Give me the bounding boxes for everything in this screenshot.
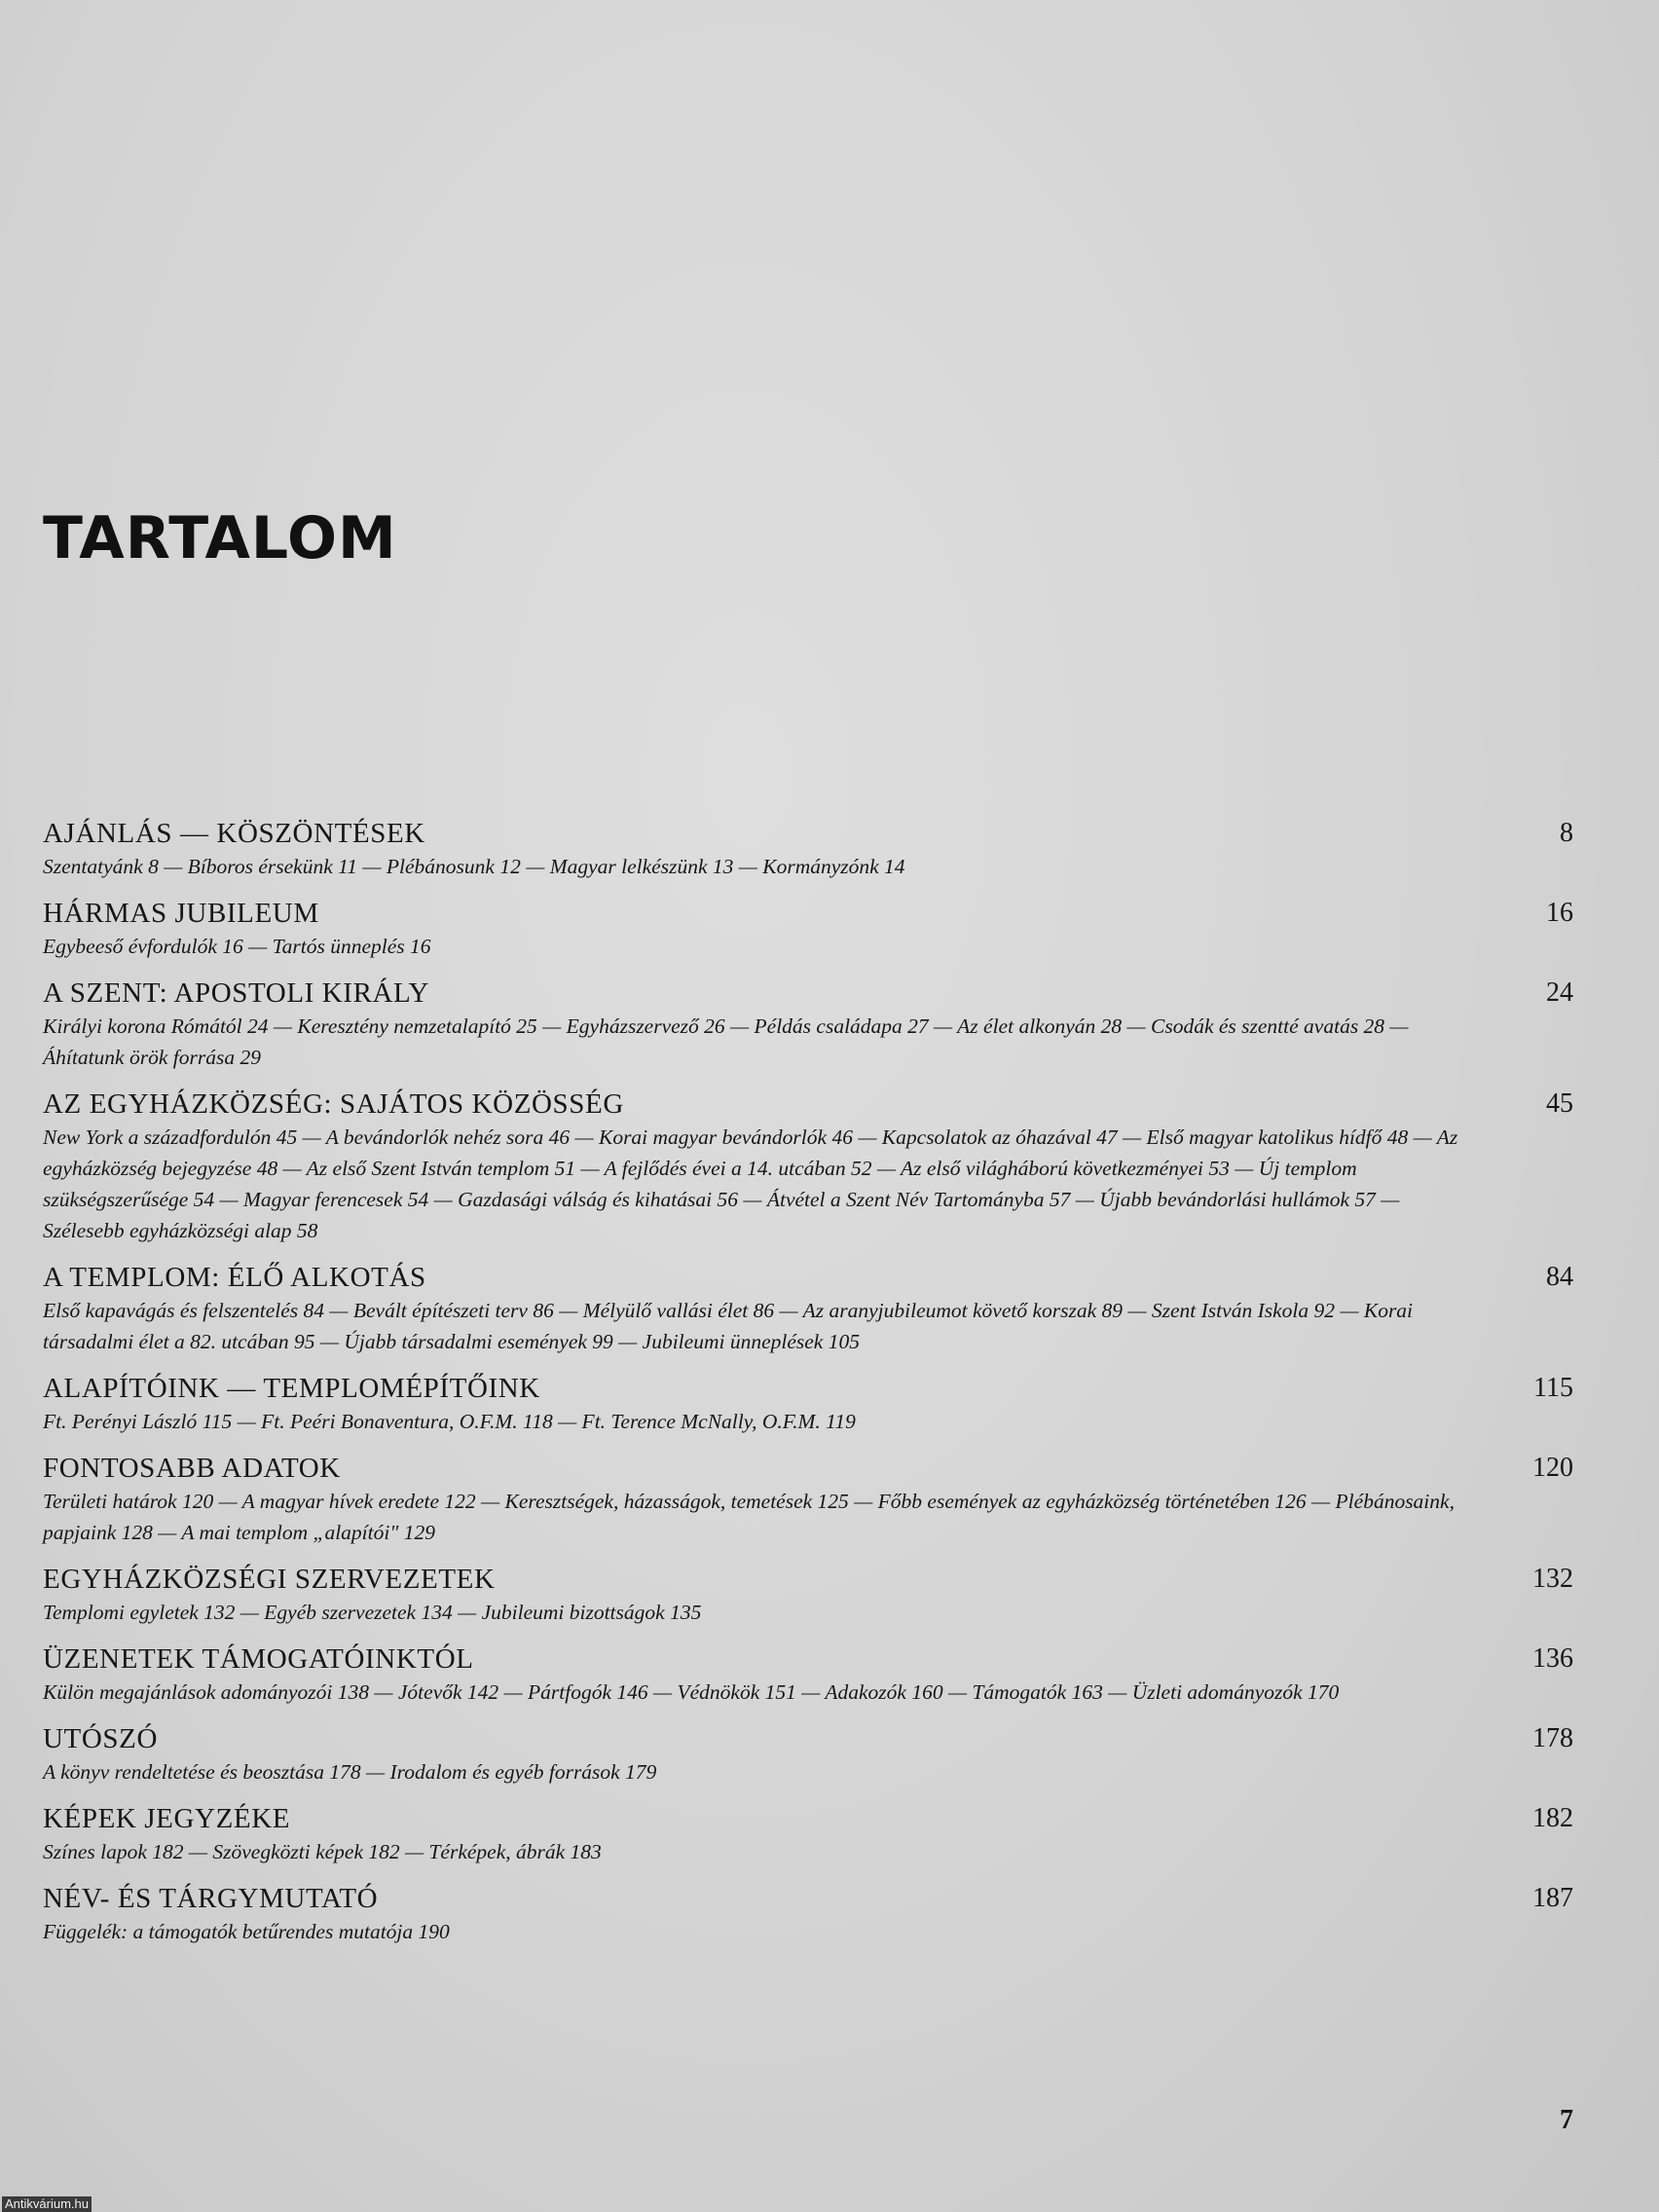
toc-entry-page: 84 bbox=[1546, 1262, 1573, 1292]
watermark: Antikvárium.hu bbox=[2, 2196, 92, 2212]
toc-entry-heading: KÉPEK JEGYZÉKE bbox=[43, 1803, 291, 1834]
toc-entry-page: 132 bbox=[1532, 1564, 1573, 1594]
page-title: TARTALOM bbox=[43, 504, 397, 572]
toc-entry-szervezetek bbox=[43, 1562, 1573, 1628]
toc-entry-subtopics: A könyv rendeltetése és beosztása 178 — Irodalom és egyéb források 179 bbox=[43, 1760, 657, 1784]
toc-entry-subtopics: Királyi korona Rómától 24 — Keresztény nemzetalapító 25 — Egyházszervező 26 — Példás családapa 27 — Az élet alkonyán 28 — Csodák és szentté avatás 28 — Áhítatunk örök forrása 29 bbox=[43, 1014, 1409, 1069]
toc-entry-heading: ALAPÍTÓINK — TEMPLOMÉPÍTŐINK bbox=[43, 1373, 540, 1404]
toc-entry-fontosabb-adatok bbox=[43, 1451, 1573, 1548]
toc-entry-heading: NÉV- ÉS TÁRGYMUTATÓ bbox=[43, 1883, 379, 1914]
toc-entry-page: 45 bbox=[1546, 1088, 1573, 1119]
toc-entry-heading: UTÓSZÓ bbox=[43, 1723, 158, 1754]
toc-entry-heading: A SZENT: APOSTOLI KIRÁLY bbox=[43, 977, 430, 1009]
toc-entry-subtopics: Szentatyánk 8 — Bíboros érsekünk 11 — Plébánosunk 12 — Magyar lelkészünk 13 — Kormányzónk 14 bbox=[43, 855, 905, 878]
toc-entry-page: 136 bbox=[1532, 1643, 1573, 1674]
toc-entry-subtopics: Első kapavágás és felszentelés 84 — Bevált építészeti terv 86 — Mélyülő vallási élet 86 — Az aranyjubileumot követő korszak 89 — Szent István Iskola 92 — Korai társadalmi élet a 82. utcában 95 — Újabb társadalmi események 99 — Jubileumi ünneplések 105 bbox=[43, 1299, 1414, 1353]
toc-entry-kepek-jegyzeke bbox=[43, 1801, 1573, 1867]
toc-entry-nev-es-targymutato bbox=[43, 1881, 1573, 1947]
toc-entry-page: 187 bbox=[1532, 1883, 1573, 1913]
toc-entry-uzenetek bbox=[43, 1641, 1573, 1708]
toc-entry-egyhazkozseg bbox=[43, 1087, 1573, 1246]
toc-entry-subtopics: Függelék: a támogatók betűrendes mutatója 190 bbox=[43, 1920, 450, 1943]
toc-entry-a-szent bbox=[43, 976, 1573, 1073]
toc-entry-heading: ÜZENETEK TÁMOGATÓINKTÓL bbox=[43, 1643, 474, 1675]
toc-entry-page: 8 bbox=[1560, 818, 1573, 848]
toc-entry-subtopics: Külön megajánlások adományozói 138 — Jótevők 142 — Pártfogók 146 — Védnökök 151 — Adakozók 160 — Támogatók 163 — Üzleti adományozók 170 bbox=[43, 1680, 1340, 1704]
toc-entry-a-templom bbox=[43, 1260, 1573, 1357]
toc-entry-subtopics: Egybeeső évfordulók 16 — Tartós ünneplés 16 bbox=[43, 935, 431, 958]
toc-entry-heading: FONTOSABB ADATOK bbox=[43, 1453, 341, 1484]
toc-entry-subtopics: Területi határok 120 — A magyar hívek eredete 122 — Keresztségek, házasságok, temetések 125 — Főbb események az egyházközség történetében 126 — Plébánosaink, papjaink 128 — A mai templom „alapítói" 129 bbox=[43, 1490, 1455, 1544]
toc-entry-page: 178 bbox=[1532, 1723, 1573, 1753]
toc-entry-alapitoink bbox=[43, 1371, 1573, 1437]
toc-entry-heading: AZ EGYHÁZKÖZSÉG: SAJÁTOS KÖZÖSSÉG bbox=[43, 1088, 624, 1120]
toc-entry-utoszo bbox=[43, 1721, 1573, 1788]
toc-entry-page: 16 bbox=[1546, 898, 1573, 928]
toc-entry-heading: HÁRMAS JUBILEUM bbox=[43, 898, 319, 929]
toc-entry-page: 182 bbox=[1532, 1803, 1573, 1833]
toc-entry-page: 115 bbox=[1533, 1373, 1573, 1403]
toc-entry-heading: EGYHÁZKÖZSÉGI SZERVEZETEK bbox=[43, 1564, 496, 1595]
toc-entry-heading: A TEMPLOM: ÉLŐ ALKOTÁS bbox=[43, 1262, 426, 1293]
toc-entry-page: 24 bbox=[1546, 977, 1573, 1008]
table-of-contents bbox=[43, 816, 1573, 1961]
toc-entry-subtopics: New York a századfordulón 45 — A bevándorlók nehéz sora 46 — Korai magyar bevándorlók 46 — Kapcsolatok az óhazával 47 — Első magyar katolikus hídfő 48 — Az egyházközség bejegyzése 48 — Az első Szent István templom 51 — A fejlődés évei a 14. utcában 52 — Az első világháború következményei 53 — Új templom szükségszerűsége 54 — Magyar ferencesek 54 — Gazdasági válság és kihatásai 56 — Átvétel a Szent Név Tartományba 57 — Újabb bevándorlási hullámok 57 — Szélesebb egyházközségi alap 58 bbox=[43, 1125, 1458, 1242]
toc-entry-harmas-jubileum bbox=[43, 896, 1573, 962]
page-number: 7 bbox=[1560, 2105, 1573, 2135]
toc-entry-subtopics: Ft. Perényi László 115 — Ft. Peéri Bonaventura, O.F.M. 118 — Ft. Terence McNally, O.F.M. 119 bbox=[43, 1410, 856, 1433]
toc-entry-ajanlas bbox=[43, 816, 1573, 882]
toc-entry-subtopics: Színes lapok 182 — Szövegközti képek 182 — Térképek, ábrák 183 bbox=[43, 1840, 602, 1863]
toc-entry-heading: AJÁNLÁS — KÖSZÖNTÉSEK bbox=[43, 818, 425, 849]
toc-entry-subtopics: Templomi egyletek 132 — Egyéb szervezetek 134 — Jubileumi bizottságok 135 bbox=[43, 1601, 702, 1624]
toc-entry-page: 120 bbox=[1532, 1453, 1573, 1483]
